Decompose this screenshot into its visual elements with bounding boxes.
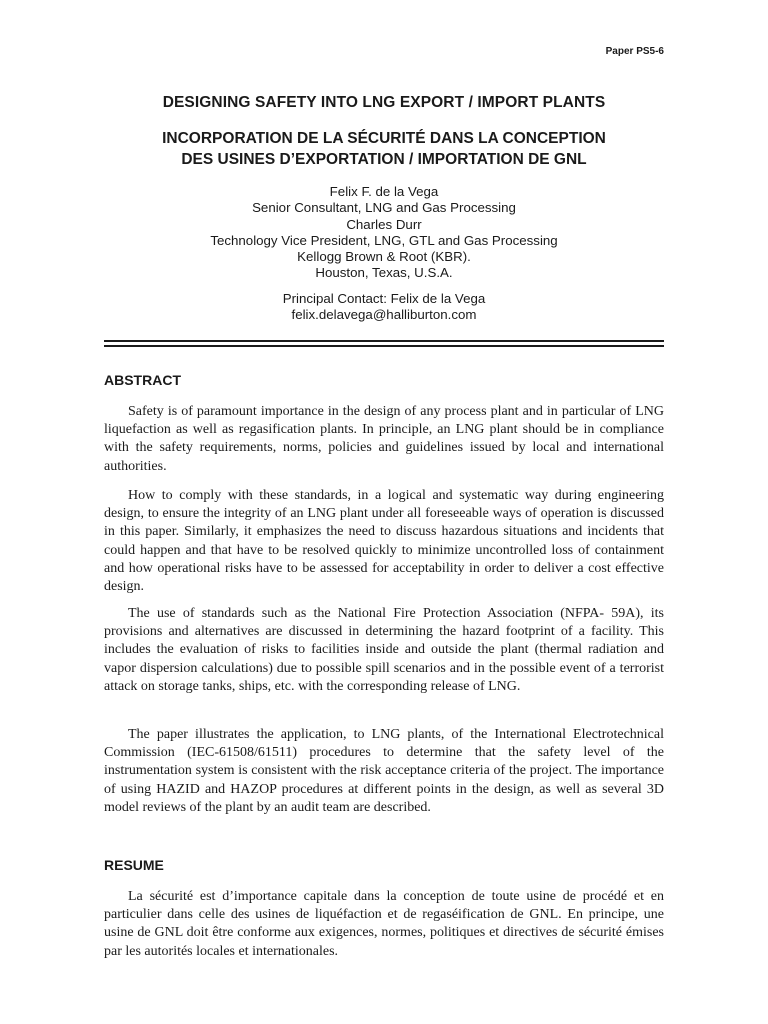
abstract-paragraph: The use of standards such as the National Fire Protection Association (NFPA- 59A), its provisions and alternatives are discussed in determining the hazard footprint of a facility. This includes the evaluation of risks to facilities inside and outside the plant (thermal radiation and vapor dispersion calculations) due to possible spill scenarios and in the possible event of a terrorist attack on storage tanks, ships, etc. with the corresponding release of LNG. bbox=[104, 606, 664, 694]
paper-title-french-line-1: INCORPORATION DE LA SÉCURITÉ DANS LA CONCEPTION bbox=[162, 130, 606, 147]
header-divider bbox=[104, 345, 664, 347]
author-organization: Kellogg Brown & Root (KBR). bbox=[297, 249, 471, 265]
resume-heading: RESUME bbox=[104, 857, 164, 873]
author-name: Charles Durr bbox=[346, 216, 422, 232]
header-divider bbox=[104, 340, 664, 342]
principal-contact: Principal Contact: Felix de la Vega bbox=[282, 291, 486, 306]
abstract-paragraph: Safety is of paramount importance in the design of any process plant and in particular of LNG liquefaction as well as regasification plants. In principle, an LNG plant should be in compliance with the safety requirements, norms, policies and guidelines issued by local and international authorities. bbox=[104, 404, 664, 474]
contact-email: felix.delavega@halliburton.com bbox=[291, 307, 477, 323]
resume-paragraph: La sécurité est d’importance capitale dans la conception de toute usine de procédé et en particulier dans celle des usines de liquéfaction et de regaséification de GNL. En principe, une usine de GNL doit être conforme aux exigences, normes, politiques et directives de sécurité émises par les autorités locales et internationales. bbox=[104, 889, 664, 959]
author-name: Felix F. de la Vega bbox=[329, 184, 439, 199]
contact-block bbox=[104, 291, 664, 324]
author-affiliation: Technology Vice President, LNG, GTL and Gas Processing bbox=[210, 232, 558, 248]
abstract-paragraph: The paper illustrates the application, to LNG plants, of the International Electrotechnical Commission (IEC-61508/61511) procedures to determine that the safety level of the instrumentation system is consistent with the risk acceptance criteria of the project. The importance of using HAZID and HAZOP procedures at different points in the design, as well as several 3D model reviews of the plant by an audit team are described. bbox=[104, 727, 664, 815]
author-affiliation: Senior Consultant, LNG and Gas Processing bbox=[252, 200, 516, 216]
paper-title-english: DESIGNING SAFETY INTO LNG EXPORT / IMPORT PLANTS bbox=[162, 94, 606, 111]
author-location: Houston, Texas, U.S.A. bbox=[315, 265, 453, 281]
paper-title-french bbox=[104, 128, 664, 170]
paper-id: Paper PS5-6 bbox=[605, 46, 664, 57]
paper-title-french-line-2: DES USINES D’EXPORTATION / IMPORTATION DE GNL bbox=[181, 151, 587, 168]
abstract-paragraph: How to comply with these standards, in a logical and systematic way during engineering design, to ensure the integrity of an LNG plant under all foreseeable ways of operation is discussed in this paper. Similarly, it emphasizes the need to discuss hazardous situations and incidents that could happen and that have to be resolved quickly to minimize uncontrolled loss of containment and how operational risks have to be assessed for acceptability in order to deliver a cost effective design. bbox=[104, 488, 664, 595]
author-block bbox=[104, 184, 664, 282]
abstract-heading: ABSTRACT bbox=[104, 372, 181, 388]
